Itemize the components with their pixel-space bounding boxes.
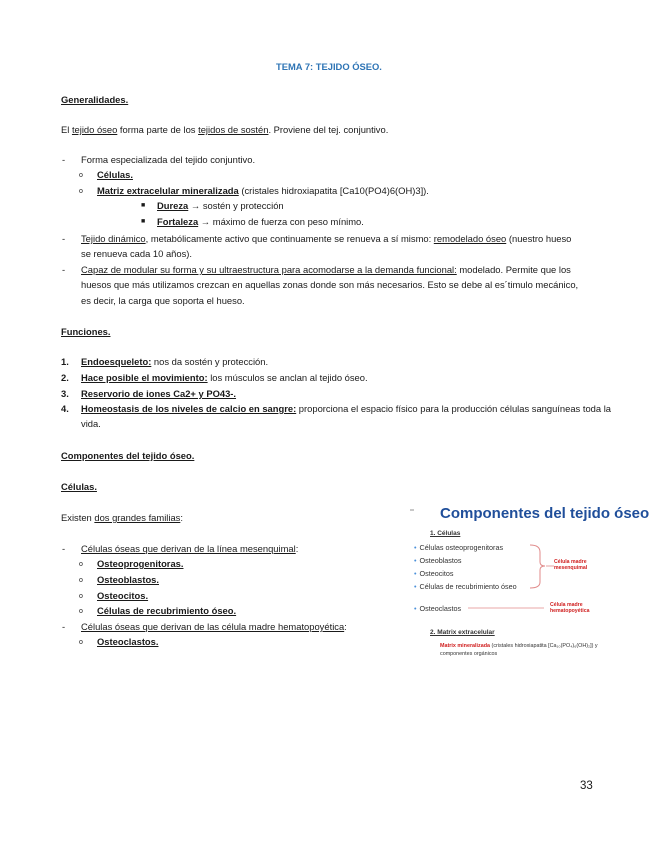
square-bullet-icon: ■ xyxy=(141,202,146,209)
heading-componentes: Componentes del tejido óseo. xyxy=(61,450,195,461)
figure-item: • Osteoblastos xyxy=(414,556,462,565)
familia-hematopoyetica: Células óseas que derivan de las célula madre hematopoyética: xyxy=(81,621,347,632)
figure-matrix-text-line2: componentes orgánicos xyxy=(440,651,498,657)
circle-bullet-icon: o xyxy=(79,172,83,179)
funcion-item: 3. xyxy=(61,388,69,399)
figure-brackets xyxy=(408,500,623,665)
familia-item: Osteoprogenitoras. xyxy=(97,558,184,569)
gen-item-2: Tejido dinámico, metabólicamente activo que continuamente se renueva a sí mismo: remodelado óseo (nuestro hueso xyxy=(81,233,572,244)
funcion-text: Endoesqueleto: nos da sostén y protección. xyxy=(81,356,269,367)
gen-dureza: Dureza → sostén y protección xyxy=(157,200,284,211)
figure-title: Componentes del tejido óseo xyxy=(440,505,650,522)
gen-item-2-line2: se renueva cada 10 años). xyxy=(81,248,193,259)
figure-matrix-text: Matrix mineralizada (cristales hidroxiapatita [Ca₁₀(PO₄)₆(OH)₂]) y xyxy=(440,643,598,649)
funcion-text-line2: vida. xyxy=(81,418,101,429)
figure-item-osteoclastos: • Osteoclastos xyxy=(414,604,462,613)
figure-item: • Osteocitos xyxy=(414,569,454,578)
figure-section-matrix: 2. Matrix extracelular xyxy=(430,629,495,636)
label-hematopoyetica: Célula madre hematopoyética xyxy=(550,602,590,614)
circle-bullet-icon: o xyxy=(79,577,83,584)
label-mesenquimal: Célula madre mesenquimal xyxy=(554,559,588,571)
familia-mesenquimal: Células óseas que derivan de la línea mesenquimal: xyxy=(81,543,299,554)
funcion-text: Hace posible el movimiento: los músculos se anclan al tejido óseo. xyxy=(81,372,368,383)
gen-item-3: Capaz de modular su forma y su ultraestructura para acomodarse a la demanda funcional: modelado. Permite que los xyxy=(81,264,571,275)
familia-item: Células de recubrimiento óseo. xyxy=(97,605,237,616)
circle-bullet-icon: o xyxy=(79,639,83,646)
gen-item-3-line3: es decir, la carga que soporta el hueso. xyxy=(81,295,245,306)
circle-bullet-icon: o xyxy=(79,608,83,615)
funcion-text: Homeostasis de los niveles de calcio en sangre: proporciona el espacio físico para la producción células sanguíneas toda la xyxy=(81,403,611,414)
funcion-item: 1. xyxy=(61,356,69,367)
gen-item-3-line2: huesos que más utilizamos crezcan en aquellas zonas donde son más necesarios. Esto se debe al es´timulo mecánico, xyxy=(81,279,579,290)
intro-paragraph: El tejido óseo forma parte de los tejidos de sostén. Proviene del tej. conjuntivo. xyxy=(61,124,389,135)
gen-fortaleza: Fortaleza → máximo de fuerza con peso mínimo. xyxy=(157,216,364,227)
dash-bullet: - xyxy=(62,543,66,554)
funcion-text: Reservorio de iones Ca2+ y PO43-. xyxy=(81,388,237,399)
heading-celulas: Células. xyxy=(61,481,97,492)
dash-bullet: - xyxy=(62,264,66,275)
heading-funciones: Funciones. xyxy=(61,326,111,337)
existen-text: Existen dos grandes familias: xyxy=(61,512,183,523)
square-bullet-icon: ■ xyxy=(141,218,146,225)
figure-section-celulas: 1. Células xyxy=(430,530,461,537)
gen-sub-matriz: Matriz extracelular mineralizada (cristales hidroxiapatita [Ca10(PO4)6(OH)3]). xyxy=(97,185,429,196)
page-number: 33 xyxy=(580,780,593,792)
familia-item: Osteocitos. xyxy=(97,590,149,601)
figure-item: • Células de recubrimiento óseo xyxy=(414,582,517,591)
gen-item-1: Forma especializada del tejido conjuntivo. xyxy=(81,154,256,165)
familia-item: Osteoclastos. xyxy=(97,636,159,647)
familia-item: Osteoblastos. xyxy=(97,574,159,585)
components-figure xyxy=(408,500,650,665)
heading-generalidades: Generalidades. xyxy=(61,94,129,105)
dash-bullet: - xyxy=(62,233,66,244)
gen-sub-celulas: Células. xyxy=(97,169,133,180)
circle-bullet-icon: o xyxy=(79,188,83,195)
circle-bullet-icon: o xyxy=(79,561,83,568)
circle-bullet-icon: o xyxy=(79,593,83,600)
page-title: TEMA 7: TEJIDO ÓSEO. xyxy=(276,61,382,72)
dash-bullet: - xyxy=(62,154,66,165)
funcion-item: 4. xyxy=(61,403,69,414)
funcion-item: 2. xyxy=(61,372,69,383)
dash-bullet: - xyxy=(62,621,66,632)
figure-item: • Células osteoprogenitoras xyxy=(414,543,504,552)
